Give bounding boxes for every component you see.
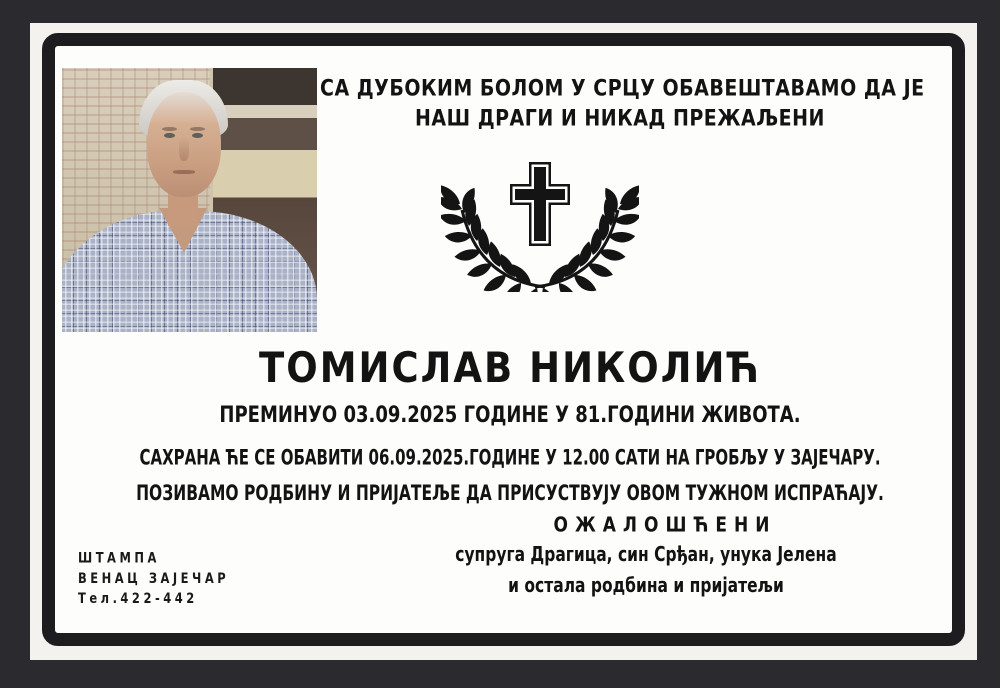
photo-left-brow <box>162 127 177 131</box>
funeral-details-line: САХРАНА ЋЕ СЕ ОБАВИТИ 06.09.2025.ГОДИНЕ У 12.00 САТИ НА ГРОБЉУ У ЗАЈЕЧАРУ. <box>139 445 881 471</box>
deceased-name: ТОМИСЛАВ НИКОЛИЋ <box>259 344 761 393</box>
invitation-line: ПОЗИВАМО РОДБИНУ И ПРИЈАТЕЉЕ ДА ПРИСУСТВУЈУ ОВОМ ТУЖНОМ ИСПРАЋАЈУ. <box>136 481 884 506</box>
printer-info-block <box>78 548 229 609</box>
printer-label: ШТАМПА <box>78 549 160 566</box>
mourners-others-line: и остала родбина и пријатељи <box>508 574 784 598</box>
announcement-line-1: СА ДУБОКИМ БОЛОМ У СРЦУ ОБАВЕШТАВАМО ДА ЈЕ <box>320 76 925 102</box>
photo-face <box>147 92 221 198</box>
printer-name: ВЕНАЦ ЗАЈЕЧАР <box>78 569 230 587</box>
photo-right-eye <box>192 133 203 138</box>
photo-mouth <box>173 170 194 174</box>
mourners-title: ОЖАЛОШЋЕНИ <box>553 514 777 538</box>
photo-nose <box>179 136 189 161</box>
announcement-line-2: НАШ ДРАГИ И НИКАД ПРЕЖАЉЕНИ <box>415 106 825 132</box>
photo-right-brow <box>190 127 205 131</box>
death-date-line: ПРЕМИНУО 03.09.2025 ГОДИНЕ У 81.ГОДИНИ ЖИВОТА. <box>219 402 801 429</box>
cross-laurel-wreath-icon <box>441 160 639 292</box>
printer-phone: Тел.422-442 <box>78 590 198 607</box>
mourners-family-line: супруга Драгица, син Срђан, унука Јелена <box>455 543 837 567</box>
photo-left-eye <box>164 133 175 138</box>
deceased-portrait-photo <box>62 68 317 332</box>
